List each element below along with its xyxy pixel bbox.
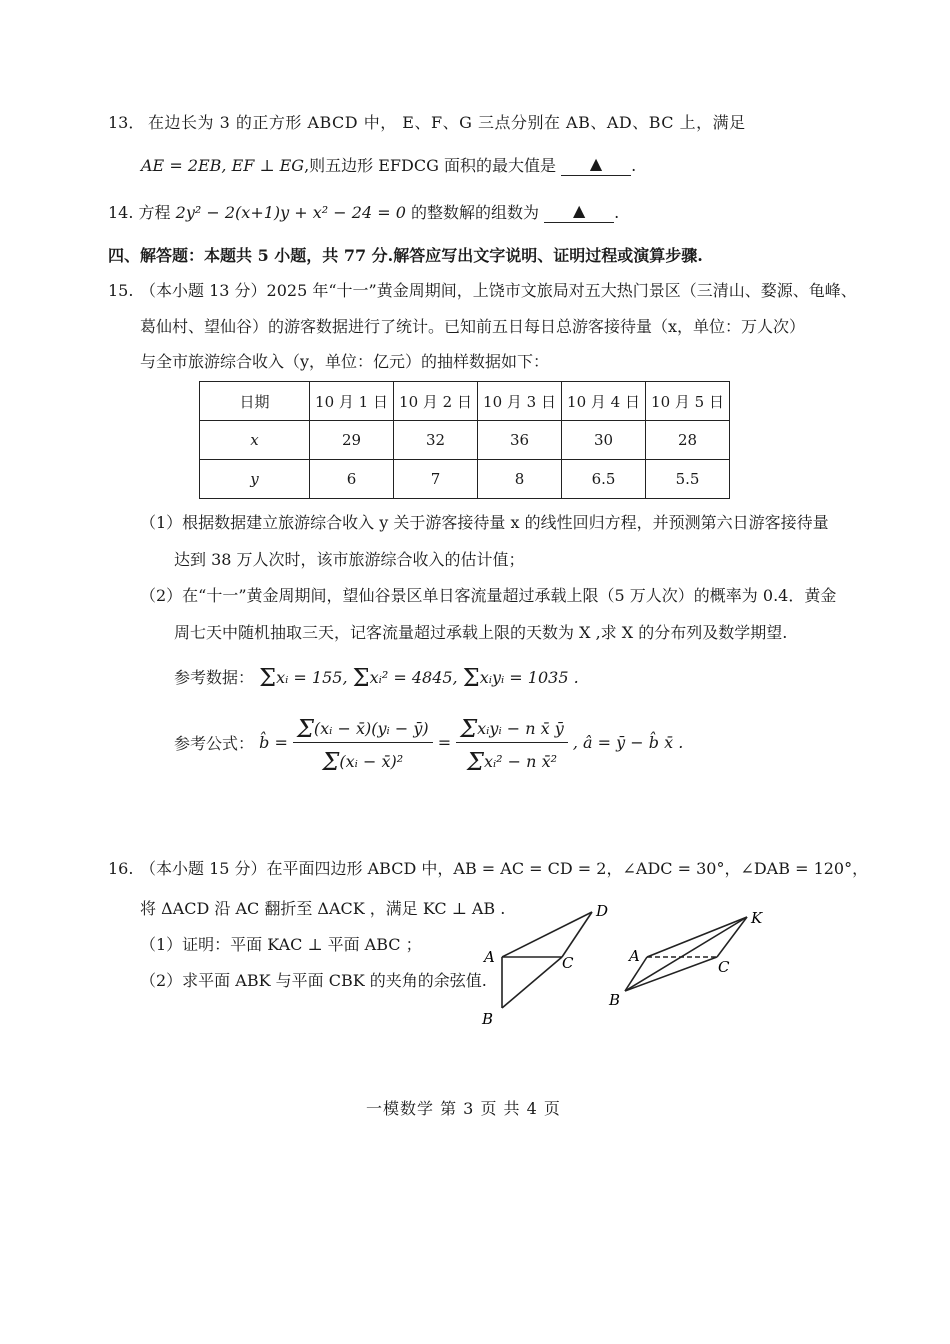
equals-sign: = (437, 733, 452, 752)
table-cell: 8 (478, 460, 562, 499)
table-row (200, 382, 730, 421)
q15-number: 15. (108, 281, 134, 300)
table-row (200, 460, 730, 499)
ref-data-1: xᵢ = 155, (276, 668, 348, 687)
q15-line2: 葛仙村、望仙谷）的游客数据进行了统计。已知前五日每日总游客接待量（x，单位：万人次） (140, 317, 806, 336)
table-header-cell: 10 月 5 日 (646, 382, 730, 421)
sigma-symbol: Σ (460, 715, 478, 743)
q16-number: 16. (108, 859, 134, 878)
q14-text-post: 的整数解的组数为 (410, 203, 539, 222)
q15-part2-line2: 周七天中随机抽取三天，记客流量超过承载上限的天数为 X ,求 X 的分布列及数学期望. (174, 623, 788, 642)
q15-data-table (199, 381, 730, 499)
q13-answer-blank: ▲ (561, 153, 631, 176)
q16-line2: 将 ΔACD 沿 AC 翻折至 ΔACK ，满足 KC ⊥ AB . (140, 899, 506, 918)
q16-part1: （1）证明：平面 KAC ⊥ 平面 ABC ； (140, 935, 422, 954)
edge-BK (625, 917, 747, 991)
edge-BC (502, 957, 562, 1008)
q14-equation: 2y² − 2(x+1)y + x² − 24 = 0 (175, 203, 406, 222)
q15-reference-data (174, 664, 579, 692)
q16-part2: （2）求平面 ABK 与平面 CBK 的夹角的余弦值. (140, 971, 487, 990)
table-cell: 32 (394, 421, 478, 460)
formula-fraction-1 (293, 712, 433, 776)
table-header-cell: 日期 (200, 382, 310, 421)
vertex-label-A: A (629, 947, 640, 965)
q15-part2-line1: （2）在“十一”黄金周期间，望仙谷景区单日客流量超过承载上限（5 万人次）的概率为 0.4．黄金 (140, 586, 837, 605)
sigma-symbol: Σ (259, 664, 277, 692)
q13-line2 (141, 155, 636, 178)
q14-number: 14. (108, 203, 134, 222)
q14-answer-blank: ▲ (544, 200, 614, 223)
q15-line1: （本小题 13 分）2025 年“十一”黄金周期间，上饶市文旅局对五大热门景区（三清山、婺源、龟峰、 (140, 281, 857, 300)
page-footer: 一模数学 第 3 页 共 4 页 (366, 1099, 561, 1118)
formula-num-1: (xᵢ − x̄)(yᵢ − ȳ) (313, 719, 429, 738)
table-header-cell: 10 月 2 日 (394, 382, 478, 421)
vertex-label-D: D (596, 902, 609, 920)
formula-den-1: (xᵢ − x̄)² (339, 752, 404, 771)
q14-text-pre: 方程 (138, 203, 171, 222)
table-cell: 30 (562, 421, 646, 460)
vertex-label-C: C (562, 954, 574, 972)
vertex-label-K: K (751, 909, 763, 927)
table-cell: 5.5 (646, 460, 730, 499)
formula-num-2: xᵢyᵢ − n x̄ ȳ (477, 719, 564, 738)
ref-data-label: 参考数据： (174, 668, 255, 687)
q15-reference-formula (174, 712, 684, 776)
q13-line1: 在边长为 3 的正方形 ABCD 中， E、F、G 三点分别在 AB、AD、BC 上，满足 (148, 113, 746, 132)
q16-figure-tetrahedron (605, 905, 775, 1015)
table-cell: 6.5 (562, 460, 646, 499)
table-header-cell: 10 月 3 日 (478, 382, 562, 421)
formula-den-2: xᵢ² − n x̄² (483, 752, 557, 771)
q15-line3: 与全市旅游综合收入（y，单位：亿元）的抽样数据如下： (140, 352, 550, 371)
q14-end: . (614, 203, 620, 222)
table-cell: 6 (310, 460, 394, 499)
q16-line1: （本小题 15 分）在平面四边形 ABCD 中，AB = AC = CD = 2，∠ADC = 30°，∠DAB = 120°， (140, 859, 869, 878)
q14-line (108, 202, 619, 225)
q15-part1-line2: 达到 38 万人次时，该市旅游综合收入的估计值； (174, 550, 525, 569)
q13-number: 13． (108, 113, 145, 132)
edge-AD (502, 912, 592, 957)
q13-end: . (631, 156, 637, 175)
q13-line2-text: ,则五边形 EFDCG 面积的最大值是 (304, 156, 556, 175)
section4-title: 四、解答题：本题共 5 小题，共 77 分.解答应写出文字说明、证明过程或演算步骤. (108, 246, 703, 265)
sigma-symbol: Σ (322, 748, 340, 776)
table-cell: 36 (478, 421, 562, 460)
table-cell: 7 (394, 460, 478, 499)
ref-data-3: xᵢyᵢ = 1035 . (479, 668, 579, 687)
vertex-label-B: B (609, 991, 621, 1009)
ref-formula-label: 参考公式： (174, 734, 255, 753)
table-row (200, 421, 730, 460)
q15-part1-line1: （1）根据数据建立旅游综合收入 y 关于游客接待量 x 的线性回归方程，并预测第六日游客接待量 (140, 513, 829, 532)
table-row-label: x (200, 421, 310, 460)
table-cell: 29 (310, 421, 394, 460)
table-header-cell: 10 月 4 日 (562, 382, 646, 421)
ref-data-2: xᵢ² = 4845, (369, 668, 458, 687)
sigma-symbol: Σ (466, 748, 484, 776)
formula-fraction-2 (456, 712, 568, 776)
vertex-label-C: C (718, 958, 730, 976)
table-row-label: y (200, 460, 310, 499)
q13-expression: AE = 2EB, EF ⊥ EG (141, 156, 305, 175)
sigma-symbol: Σ (462, 664, 480, 692)
sigma-symbol: Σ (296, 715, 314, 743)
formula-a-hat: , â = ȳ − b̂ x̄ . (572, 733, 684, 752)
sigma-symbol: Σ (352, 664, 370, 692)
table-cell: 28 (646, 421, 730, 460)
table-header-cell: 10 月 1 日 (310, 382, 394, 421)
vertex-label-B: B (482, 1010, 494, 1028)
formula-b-hat: b̂ = (259, 733, 288, 752)
vertex-label-A: A (484, 948, 495, 966)
